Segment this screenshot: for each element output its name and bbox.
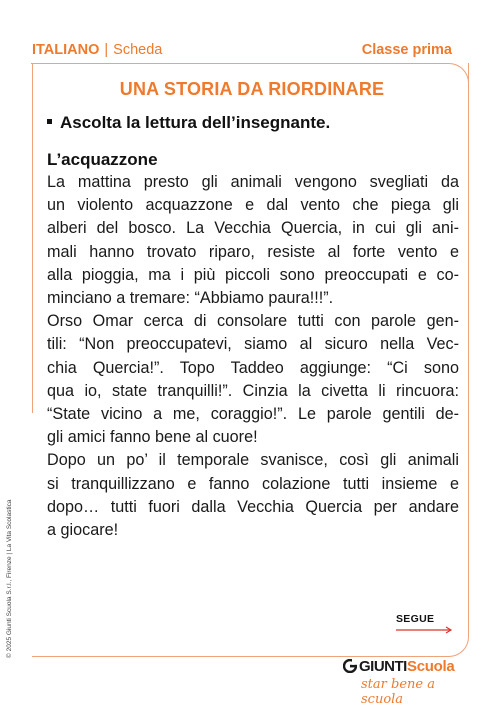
page-header <box>32 40 452 60</box>
story-line: un violento acquazzone e dal vento che piega gli <box>47 196 459 215</box>
logo-brand-part1: GIUNTI <box>359 658 407 675</box>
arrow-right-icon <box>396 626 454 634</box>
story-line: mali hanno trovato riparo, resiste al forte vento e <box>47 242 459 261</box>
bullet-icon <box>47 119 52 124</box>
instruction <box>47 113 330 133</box>
story-line: alberi del bosco. La Vecchia Quercia, in cui gli ani- <box>47 219 459 238</box>
story-line: a giocare! <box>47 521 119 540</box>
story-line: gli amici fanno bene al cuore! <box>47 428 258 447</box>
header-separator: | <box>104 42 109 58</box>
frame-left-border <box>32 63 33 413</box>
story-line: Orso Omar cerca di consolare tutti con parole gen- <box>47 312 459 331</box>
story-line: alla pioggia, ma i più piccoli sono preoccupati e co- <box>47 265 459 284</box>
sheet-kind-label: Scheda <box>113 42 163 58</box>
story-title: L’acquazzone <box>47 150 158 169</box>
copyright-note <box>2 450 16 660</box>
logo-tagline: star bene a scuola <box>361 677 435 706</box>
publisher-logo <box>343 657 463 706</box>
logo-brand-part2: Scuola <box>407 658 455 675</box>
copyright-text: © 2025 Giunti Scuola S.r.l., Firenze | La Vita Scolastica <box>6 499 13 658</box>
story-line: chia Quercia!”. Topo Taddeo aggiunge: “Ci sono <box>47 358 459 377</box>
story-line: La mattina presto gli animali vengono svegliati da <box>47 173 459 191</box>
story-line: Dopo un po’ il temporale svanisce, così gli animali <box>47 451 459 470</box>
story-line: dopo… tutti fuori dalla Vecchia Quercia per andare <box>47 497 459 516</box>
story-line: minciano a tremare: “Abbiamo paura!!!”. <box>47 289 334 308</box>
story-text <box>47 171 459 542</box>
giunti-logo-icon <box>343 659 357 673</box>
subject-label: ITALIANO <box>32 42 100 58</box>
story-line: qua io, state tranquilli!”. Cinzia la civetta li rincuora: <box>47 381 459 400</box>
story-line: “State vicino a me, coraggio!”. Le parole gentili de- <box>47 405 459 424</box>
grade-label: Classe prima <box>361 42 452 58</box>
next-page-label[interactable]: SEGUE <box>396 613 435 625</box>
story-line: si tranquillizzano e fanno colazione tutti insieme e <box>47 474 459 493</box>
header-subject-group <box>32 42 162 58</box>
instruction-text: Ascolta la lettura dell’insegnante. <box>60 113 331 132</box>
page-title: UNA STORIA DA RIORDINARE <box>119 79 385 99</box>
story-line: tili: “Non preoccupatevi, siamo al sicuro nella Vec- <box>47 335 459 354</box>
